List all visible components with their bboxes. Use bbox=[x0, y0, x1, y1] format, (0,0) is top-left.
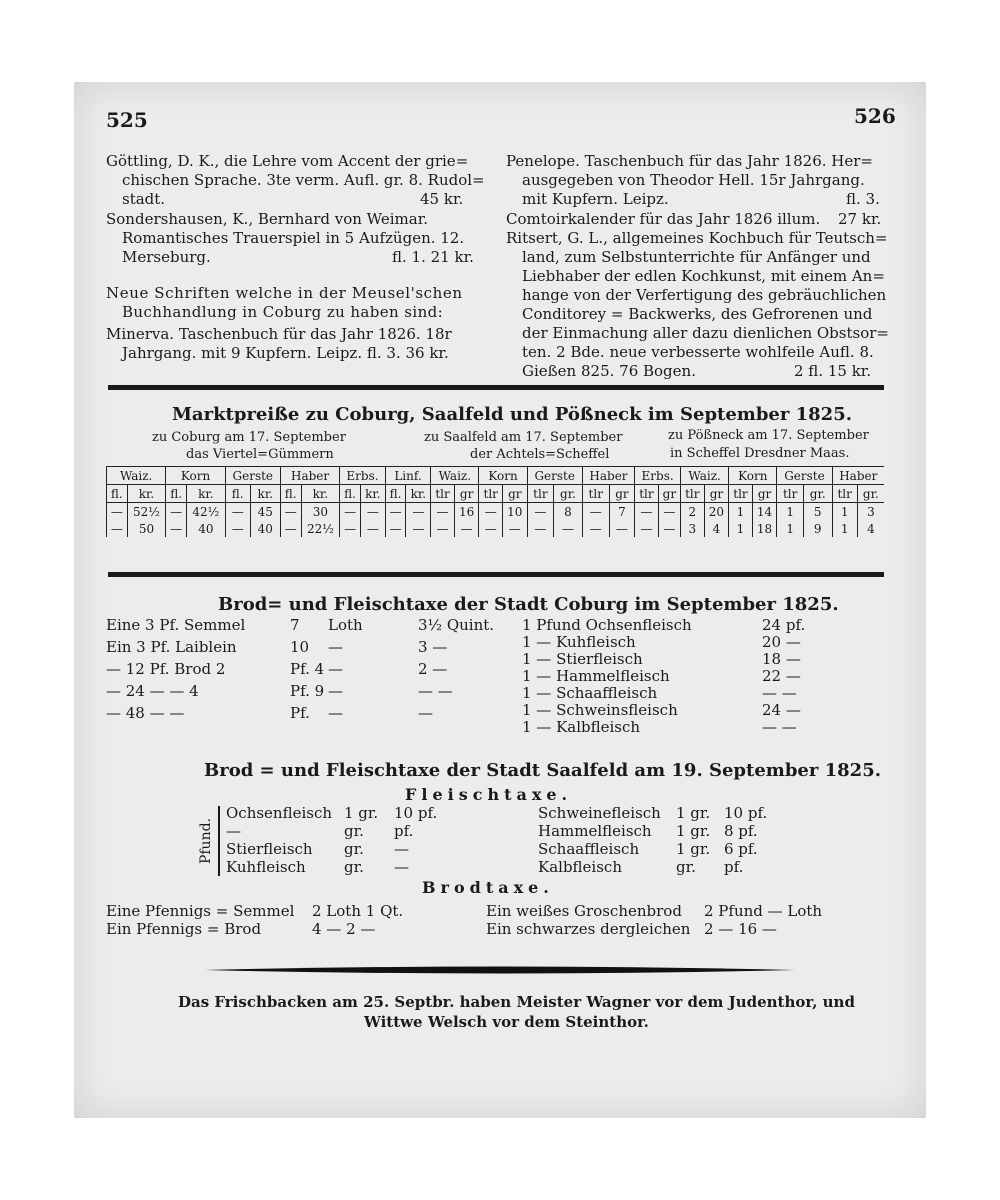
entry-price: 45 kr. bbox=[420, 190, 464, 208]
entry-line: Gießen 825. 76 Bogen. bbox=[522, 362, 696, 380]
unit-cell: tlr bbox=[527, 485, 554, 503]
meat-cell: 22 — bbox=[762, 667, 801, 685]
group-poessneck-line2: in Scheffel Dresdner Maas. bbox=[670, 446, 850, 461]
meat-cell: 1 — Hammelfleisch bbox=[522, 667, 670, 685]
column-header: Korn bbox=[166, 467, 225, 485]
table-cell: — bbox=[635, 503, 659, 521]
bread-cell: Eine 3 Pf. Semmel bbox=[106, 616, 246, 634]
bread-cell: — bbox=[328, 704, 343, 722]
unit-cell: tlr bbox=[681, 485, 705, 503]
entry-line: Liebhaber der edlen Kochkunst, mit einem An= bbox=[522, 267, 885, 285]
unit-cell: gr bbox=[704, 485, 729, 503]
unit-cell: tlr bbox=[729, 485, 753, 503]
table-cell: — bbox=[479, 520, 503, 537]
unit-cell: tlr bbox=[479, 485, 503, 503]
column-header: Erbs. bbox=[635, 467, 681, 485]
unit-cell: fl. bbox=[107, 485, 128, 503]
bread-cell: 10 bbox=[290, 638, 310, 656]
table-cell: 8 bbox=[554, 503, 583, 521]
bread-cell: — bbox=[418, 704, 433, 722]
table-row bbox=[107, 520, 885, 537]
table-cell: — bbox=[166, 503, 187, 521]
table-cell: — bbox=[166, 520, 187, 537]
bread-cell: — — bbox=[418, 682, 453, 700]
entry-line: mit Kupfern. Leipz. bbox=[522, 190, 669, 208]
column-header: Erbs. bbox=[340, 467, 386, 485]
bread-cell: 3½ Quint. bbox=[418, 616, 495, 634]
meat-price-cell: 10 pf. bbox=[394, 804, 438, 822]
meat-cell: — — bbox=[762, 684, 797, 702]
unit-cell: fl. bbox=[225, 485, 250, 503]
entry-price: fl. 3. bbox=[846, 190, 880, 208]
notice-heading: Buchhandlung in Coburg zu haben sind: bbox=[122, 303, 444, 321]
page-number-right: 526 bbox=[854, 104, 896, 128]
entry-line: Minerva. Taschenbuch für das Jahr 1826. 18r bbox=[106, 325, 452, 343]
table-cell: 40 bbox=[250, 520, 280, 537]
table-cell: 1 bbox=[729, 503, 753, 521]
column-header: Waiz. bbox=[431, 467, 479, 485]
unit-cell: gr bbox=[752, 485, 777, 503]
table-cell: — bbox=[280, 503, 301, 521]
table-cell: 1 bbox=[832, 520, 857, 537]
market-title: Marktpreiße zu Coburg, Saalfeld und Pößneck im September 1825. bbox=[172, 404, 852, 425]
meat-cell: 20 — bbox=[762, 633, 801, 651]
table-cell: — bbox=[554, 520, 583, 537]
meat-cell: 1 — Schaaffleisch bbox=[522, 684, 658, 702]
section-rule bbox=[108, 572, 884, 577]
unit-cell: gr bbox=[658, 485, 680, 503]
table-cell: — bbox=[107, 520, 128, 537]
bread-cell: — 48 — — bbox=[106, 704, 185, 722]
table-cell: 3 bbox=[681, 520, 705, 537]
table-cell: 4 bbox=[857, 520, 884, 537]
table-cell: — bbox=[406, 520, 431, 537]
unit-cell: gr bbox=[502, 485, 527, 503]
bread-price-cell: Ein weißes Groschenbrod bbox=[486, 902, 682, 920]
bread-cell: 7 bbox=[290, 616, 300, 634]
section-rule bbox=[108, 385, 884, 390]
bread-cell: — 12 Pf. Brod 2 bbox=[106, 660, 226, 678]
table-cell: — bbox=[582, 520, 609, 537]
entry-line: Romantisches Trauerspiel in 5 Aufzügen. 12. bbox=[122, 229, 465, 247]
unit-cell: gr bbox=[454, 485, 479, 503]
table-cell: — bbox=[360, 503, 385, 521]
column-header: Haber bbox=[832, 467, 884, 485]
table-cell: — bbox=[635, 520, 659, 537]
meat-tax-heading: Fleischtaxe. bbox=[405, 785, 573, 804]
entry-line: Sondershausen, K., Bernhard von Weimar. bbox=[106, 210, 428, 228]
table-cell: — bbox=[340, 520, 361, 537]
meat-price-cell: — bbox=[394, 840, 409, 858]
table-cell: 20 bbox=[704, 503, 729, 521]
unit-cell: kr. bbox=[186, 485, 225, 503]
entry-line: ten. 2 Bde. neue verbesserte wohlfeile Aufl. 8. bbox=[522, 343, 874, 361]
meat-price-cell: Stierfleisch bbox=[226, 840, 313, 858]
unit-cell: gr bbox=[609, 485, 635, 503]
meat-price-cell: gr. bbox=[344, 858, 364, 876]
bread-cell: 3 — bbox=[418, 638, 448, 656]
table-cell: 50 bbox=[127, 520, 166, 537]
entry-line: stadt. bbox=[122, 190, 166, 208]
table-cell: — bbox=[385, 503, 406, 521]
column-header: Waiz. bbox=[107, 467, 166, 485]
bread-cell: — bbox=[328, 660, 343, 678]
table-cell: 4 bbox=[704, 520, 729, 537]
entry-line: Penelope. Taschenbuch für das Jahr 1826. Her= bbox=[506, 152, 873, 170]
ornamental-rule bbox=[205, 965, 795, 975]
meat-cell: 18 — bbox=[762, 650, 801, 668]
group-coburg-line1: zu Coburg am 17. September bbox=[152, 430, 346, 445]
column-header: Waiz. bbox=[681, 467, 729, 485]
table-cell: — bbox=[431, 503, 455, 521]
table-cell: — bbox=[225, 503, 250, 521]
unit-cell: gr. bbox=[857, 485, 884, 503]
meat-price-cell: 6 pf. bbox=[724, 840, 758, 858]
meat-price-cell: Kuhfleisch bbox=[226, 858, 306, 876]
unit-cell: tlr bbox=[635, 485, 659, 503]
meat-price-cell: gr. bbox=[676, 858, 696, 876]
entry-line: land, zum Selbstunterrichte für Anfänger und bbox=[522, 248, 871, 266]
entry-price: 2 fl. 15 kr. bbox=[794, 362, 872, 380]
unit-cell: kr. bbox=[301, 485, 340, 503]
bread-price-cell: 4 — 2 — bbox=[312, 920, 376, 938]
entry-line: der Einmachung aller dazu dienlichen Obstsor= bbox=[522, 324, 889, 342]
table-cell: 7 bbox=[609, 503, 635, 521]
table-row bbox=[107, 503, 885, 521]
meat-price-cell: 1 gr. bbox=[676, 822, 711, 840]
meat-cell: — — bbox=[762, 718, 797, 736]
meat-price-cell: Schaaffleisch bbox=[538, 840, 640, 858]
meat-cell: 1 — Kuhfleisch bbox=[522, 633, 636, 651]
entry-line: ausgegeben von Theodor Hell. 15r Jahrgang. bbox=[522, 171, 865, 189]
table-cell: 10 bbox=[502, 503, 527, 521]
unit-cell: kr. bbox=[360, 485, 385, 503]
table-cell: — bbox=[406, 503, 431, 521]
meat-price-cell: gr. bbox=[344, 822, 364, 840]
table-cell: 42½ bbox=[186, 503, 225, 521]
meat-cell: 24 pf. bbox=[762, 616, 806, 634]
bracket-rule bbox=[218, 806, 220, 876]
pfund-label: Pfund. bbox=[198, 818, 214, 865]
unit-cell: fl. bbox=[280, 485, 301, 503]
bread-cell: — bbox=[328, 682, 343, 700]
unit-cell: kr. bbox=[250, 485, 280, 503]
meat-price-cell: gr. bbox=[344, 840, 364, 858]
bread-price-cell: Ein Pfennigs = Brod bbox=[106, 920, 262, 938]
group-poessneck-line1: zu Pößneck am 17. September bbox=[668, 428, 869, 443]
column-header: Korn bbox=[729, 467, 777, 485]
column-header: Gerste bbox=[527, 467, 582, 485]
bread-price-cell: Ein schwarzes dergleichen bbox=[486, 920, 691, 938]
bread-price-cell: 2 Loth 1 Qt. bbox=[312, 902, 404, 920]
table-cell: 1 bbox=[777, 520, 804, 537]
table-cell: 52½ bbox=[127, 503, 166, 521]
unit-cell: tlr bbox=[777, 485, 804, 503]
table-cell: — bbox=[502, 520, 527, 537]
meat-price-cell: 10 pf. bbox=[724, 804, 768, 822]
bread-cell: Loth bbox=[328, 616, 363, 634]
unit-cell: fl. bbox=[340, 485, 361, 503]
meat-cell: 1 Pfund Ochsenfleisch bbox=[522, 616, 692, 634]
entry-line: Jahrgang. mit 9 Kupfern. Leipz. fl. 3. 36 kr. bbox=[122, 344, 449, 362]
table-cell: — bbox=[527, 520, 554, 537]
entry-line: chischen Sprache. 3te verm. Aufl. gr. 8. Rudol= bbox=[122, 171, 485, 189]
table-cell: — bbox=[360, 520, 385, 537]
bread-price-cell: 2 Pfund — Loth bbox=[704, 902, 823, 920]
meat-price-cell: Hammelfleisch bbox=[538, 822, 652, 840]
column-header: Gerste bbox=[225, 467, 280, 485]
meat-cell: 1 — Schweinsfleisch bbox=[522, 701, 678, 719]
group-saalfeld-line2: der Achtels=Scheffel bbox=[470, 447, 610, 462]
meat-price-cell: 1 gr. bbox=[676, 840, 711, 858]
coburg-tax-title: Brod= und Fleischtaxe der Stadt Coburg im September 1825. bbox=[218, 594, 839, 615]
bread-cell: Pf. 9 bbox=[290, 682, 325, 700]
entry-price: 27 kr. bbox=[838, 210, 882, 228]
table-cell: 16 bbox=[454, 503, 479, 521]
meat-price-cell: Ochsenfleisch bbox=[226, 804, 333, 822]
meat-price-cell: 1 gr. bbox=[344, 804, 379, 822]
table-cell: 2 bbox=[681, 503, 705, 521]
unit-cell: tlr bbox=[582, 485, 609, 503]
table-cell: — bbox=[527, 503, 554, 521]
meat-cell: 24 — bbox=[762, 701, 801, 719]
table-cell: — bbox=[340, 503, 361, 521]
meat-price-cell: Schweinefleisch bbox=[538, 804, 661, 822]
unit-cell: kr. bbox=[127, 485, 166, 503]
table-cell: — bbox=[454, 520, 479, 537]
group-saalfeld-line1: zu Saalfeld am 17. September bbox=[424, 430, 623, 445]
table-cell: — bbox=[385, 520, 406, 537]
unit-cell: tlr bbox=[431, 485, 455, 503]
column-header: Gerste bbox=[777, 467, 832, 485]
bread-cell: — bbox=[328, 638, 343, 656]
table-cell: 45 bbox=[250, 503, 280, 521]
table-cell: 1 bbox=[832, 503, 857, 521]
table-cell: — bbox=[609, 520, 635, 537]
notice-line: Wittwe Welsch vor dem Steinthor. bbox=[364, 1013, 649, 1031]
table-cell: — bbox=[658, 503, 680, 521]
table-cell: — bbox=[431, 520, 455, 537]
entry-line: Conditorey = Backwerks, des Gefrorenen und bbox=[522, 305, 873, 323]
entry-line: Göttling, D. K., die Lehre vom Accent der grie= bbox=[106, 152, 469, 170]
bread-price-cell: Eine Pfennigs = Semmel bbox=[106, 902, 295, 920]
table-cell: 1 bbox=[777, 503, 804, 521]
table-cell: 18 bbox=[752, 520, 777, 537]
meat-price-cell: pf. bbox=[394, 822, 414, 840]
table-cell: — bbox=[658, 520, 680, 537]
table-cell: 9 bbox=[803, 520, 832, 537]
page-number-left: 525 bbox=[106, 108, 148, 132]
unit-cell: gr. bbox=[554, 485, 583, 503]
column-header: Haber bbox=[582, 467, 634, 485]
meat-price-cell: — bbox=[394, 858, 409, 876]
table-cell: — bbox=[479, 503, 503, 521]
unit-cell: gr. bbox=[803, 485, 832, 503]
group-coburg-line2: das Viertel=Gümmern bbox=[186, 447, 334, 462]
column-header: Linf. bbox=[385, 467, 431, 485]
table-cell: 3 bbox=[857, 503, 884, 521]
table-cell: — bbox=[107, 503, 128, 521]
bread-cell: Ein 3 Pf. Laiblein bbox=[106, 638, 237, 656]
table-cell: 30 bbox=[301, 503, 340, 521]
bread-cell: Pf. bbox=[290, 704, 310, 722]
entry-line: Ritsert, G. L., allgemeines Kochbuch für Teutsch= bbox=[506, 229, 888, 247]
bread-tax-heading: Brodtaxe. bbox=[422, 878, 554, 897]
table-cell: — bbox=[280, 520, 301, 537]
table-cell: — bbox=[582, 503, 609, 521]
meat-price-cell: — bbox=[226, 822, 241, 840]
table-cell: 40 bbox=[186, 520, 225, 537]
meat-price-cell: pf. bbox=[724, 858, 744, 876]
table-cell: 5 bbox=[803, 503, 832, 521]
bread-cell: Pf. 4 bbox=[290, 660, 325, 678]
entry-line: hange von der Verfertigung des gebräuchlichen bbox=[522, 286, 887, 304]
unit-cell: fl. bbox=[385, 485, 406, 503]
saalfeld-tax-title: Brod = und Fleischtaxe der Stadt Saalfeld am 19. September 1825. bbox=[204, 760, 881, 781]
meat-price-cell: 8 pf. bbox=[724, 822, 758, 840]
table-cell: 14 bbox=[752, 503, 777, 521]
table-cell: — bbox=[225, 520, 250, 537]
meat-cell: 1 — Stierfleisch bbox=[522, 650, 643, 668]
meat-cell: 1 — Kalbfleisch bbox=[522, 718, 641, 736]
meat-price-cell: 1 gr. bbox=[676, 804, 711, 822]
unit-cell: kr. bbox=[406, 485, 431, 503]
entry-line: Merseburg. bbox=[122, 248, 211, 266]
table-cell: 1 bbox=[729, 520, 753, 537]
market-price-table bbox=[106, 466, 884, 537]
unit-cell: tlr bbox=[832, 485, 857, 503]
entry-line: Comtoirkalender für das Jahr 1826 illum. bbox=[506, 210, 821, 228]
bread-price-cell: 2 — 16 — bbox=[704, 920, 777, 938]
notice-line: Das Frischbacken am 25. Septbr. haben Meister Wagner vor dem Judenthor, und bbox=[178, 993, 855, 1011]
entry-price: fl. 1. 21 kr. bbox=[392, 248, 474, 266]
column-header: Korn bbox=[479, 467, 527, 485]
unit-cell: fl. bbox=[166, 485, 187, 503]
bread-cell: 2 — bbox=[418, 660, 448, 678]
bread-cell: — 24 — — 4 bbox=[106, 682, 199, 700]
column-header: Haber bbox=[280, 467, 339, 485]
notice-heading: Neue Schriften welche in der Meusel'schen bbox=[106, 284, 463, 302]
table-cell: 22½ bbox=[301, 520, 340, 537]
meat-price-cell: Kalbfleisch bbox=[538, 858, 622, 876]
